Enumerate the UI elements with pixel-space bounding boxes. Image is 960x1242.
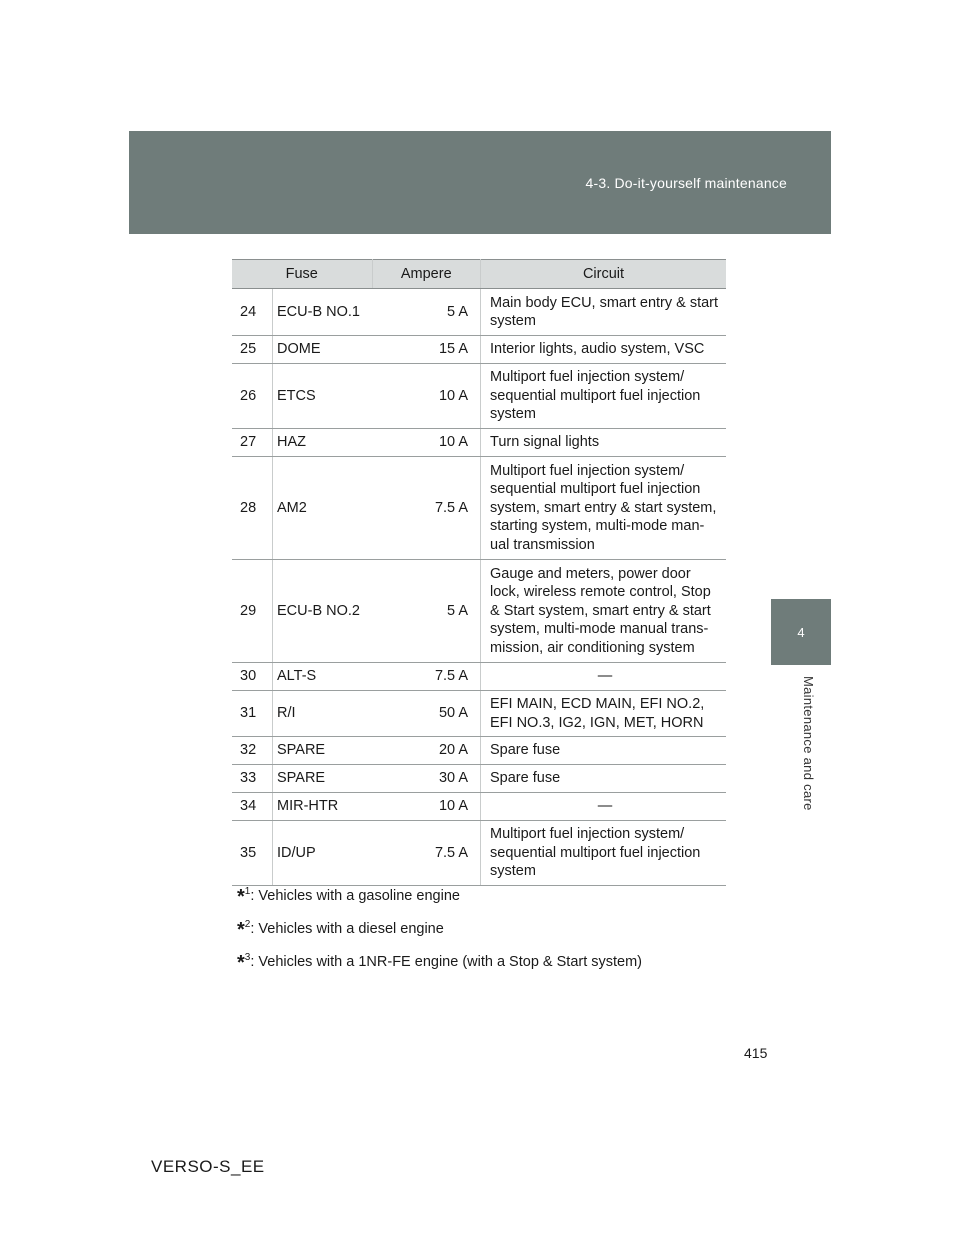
table-row [232,765,726,793]
fuse-circuit: Multiport fuel injection system/ sequential multiport fuel injection system [481,364,727,429]
table-row [232,429,726,457]
fuse-name: MIR-HTR [273,793,373,821]
chapter-label: Maintenance and care [801,676,816,811]
fuse-name: R/I [273,691,373,737]
fuse-ampere: 30 A [372,765,481,793]
fuse-circuit: Spare fuse [481,737,727,765]
fuse-circuit: — [481,793,727,821]
table-row [232,336,726,364]
fuse-ampere: 7.5 A [372,457,481,560]
fuse-number: 27 [232,429,273,457]
footnote-text: : Vehicles with a diesel engine [250,920,444,937]
fuse-circuit: Turn signal lights [481,429,727,457]
fuse-circuit: Interior lights, audio system, VSC [481,336,727,364]
table-row [232,691,726,737]
fuse-number: 26 [232,364,273,429]
footnote-mark: 2 [244,918,251,930]
fuse-ampere: 5 A [372,289,481,336]
table-row [232,364,726,429]
table-row [232,457,726,560]
chapter-number: 4 [797,625,805,640]
page-number: 415 [744,1045,768,1061]
fuse-number: 30 [232,663,273,691]
fuse-ampere: 15 A [372,336,481,364]
fuse-name: HAZ [273,429,373,457]
table-header-row [232,260,726,289]
fuse-number: 32 [232,737,273,765]
fuse-number: 24 [232,289,273,336]
fuse-circuit: Main body ECU, smart entry & start system [481,289,727,336]
asterisk-mark: * [237,918,245,941]
footnote [237,915,757,940]
fuse-circuit: Spare fuse [481,765,727,793]
fuse-ampere: 20 A [372,737,481,765]
footnote-mark: 1 [244,886,251,897]
fuse-number: 34 [232,793,273,821]
footnote-text: : Vehicles with a gasoline engine [250,887,460,904]
fuse-ampere: 10 A [372,364,481,429]
fuse-name: ID/UP [273,821,373,886]
asterisk-mark: * [237,951,245,974]
asterisk-mark: * [237,885,245,908]
fuse-ampere: 10 A [372,793,481,821]
model-code: VERSO-S_EE [151,1157,265,1176]
fuse-name: ETCS [273,364,373,429]
section-header-band [129,131,831,234]
footnote-mark: 3 [244,951,251,963]
fuse-table [232,259,726,886]
fuse-name: DOME [273,336,373,364]
fuse-circuit: Gauge and meters, power door lock, wireless remote control, Stop & Start system, smart entry & start system, multi-mode manual trans- mission, air conditioning system [481,560,727,663]
chapter-tab [771,599,831,665]
fuse-name: AM2 [273,457,373,560]
fuse-circuit: EFI MAIN, ECD MAIN, EFI NO.2, EFI NO.3, IG2, IGN, MET, HORN [481,691,727,737]
footnotes [237,882,757,980]
table-row [232,289,726,336]
fuse-name: SPARE [273,737,373,765]
section-title: 4-3. Do-it-yourself maintenance [585,175,787,191]
fuse-number: 25 [232,336,273,364]
fuse-ampere: 7.5 A [372,663,481,691]
header-fuse: Fuse [232,260,372,289]
header-circuit: Circuit [481,260,727,289]
header-ampere: Ampere [372,260,481,289]
table-row [232,737,726,765]
fuse-circuit: — [481,663,727,691]
table-row [232,821,726,886]
fuse-ampere: 5 A [372,560,481,663]
footnote [237,882,757,907]
fuse-number: 28 [232,457,273,560]
table-row [232,560,726,663]
fuse-number: 33 [232,765,273,793]
fuse-ampere: 50 A [372,691,481,737]
footnote-text: : Vehicles with a 1NR-FE engine (with a Stop & Start system) [250,953,643,970]
fuse-number: 31 [232,691,273,737]
fuse-name: ECU-B NO.1 [273,289,373,336]
fuse-name: ECU-B NO.2 [273,560,373,663]
fuse-ampere: 10 A [372,429,481,457]
fuse-number: 35 [232,821,273,886]
fuse-circuit: Multiport fuel injection system/ sequential multiport fuel injection system, smart entry & start system, starting system, multi-mode man- ual transmission [481,457,727,560]
fuse-circuit: Multiport fuel injection system/ sequential multiport fuel injection system [481,821,727,886]
table-row [232,663,726,691]
fuse-name: ALT-S [273,663,373,691]
fuse-ampere: 7.5 A [372,821,481,886]
fuse-name: SPARE [273,765,373,793]
fuse-number: 29 [232,560,273,663]
footnote [237,948,757,973]
table-row [232,793,726,821]
